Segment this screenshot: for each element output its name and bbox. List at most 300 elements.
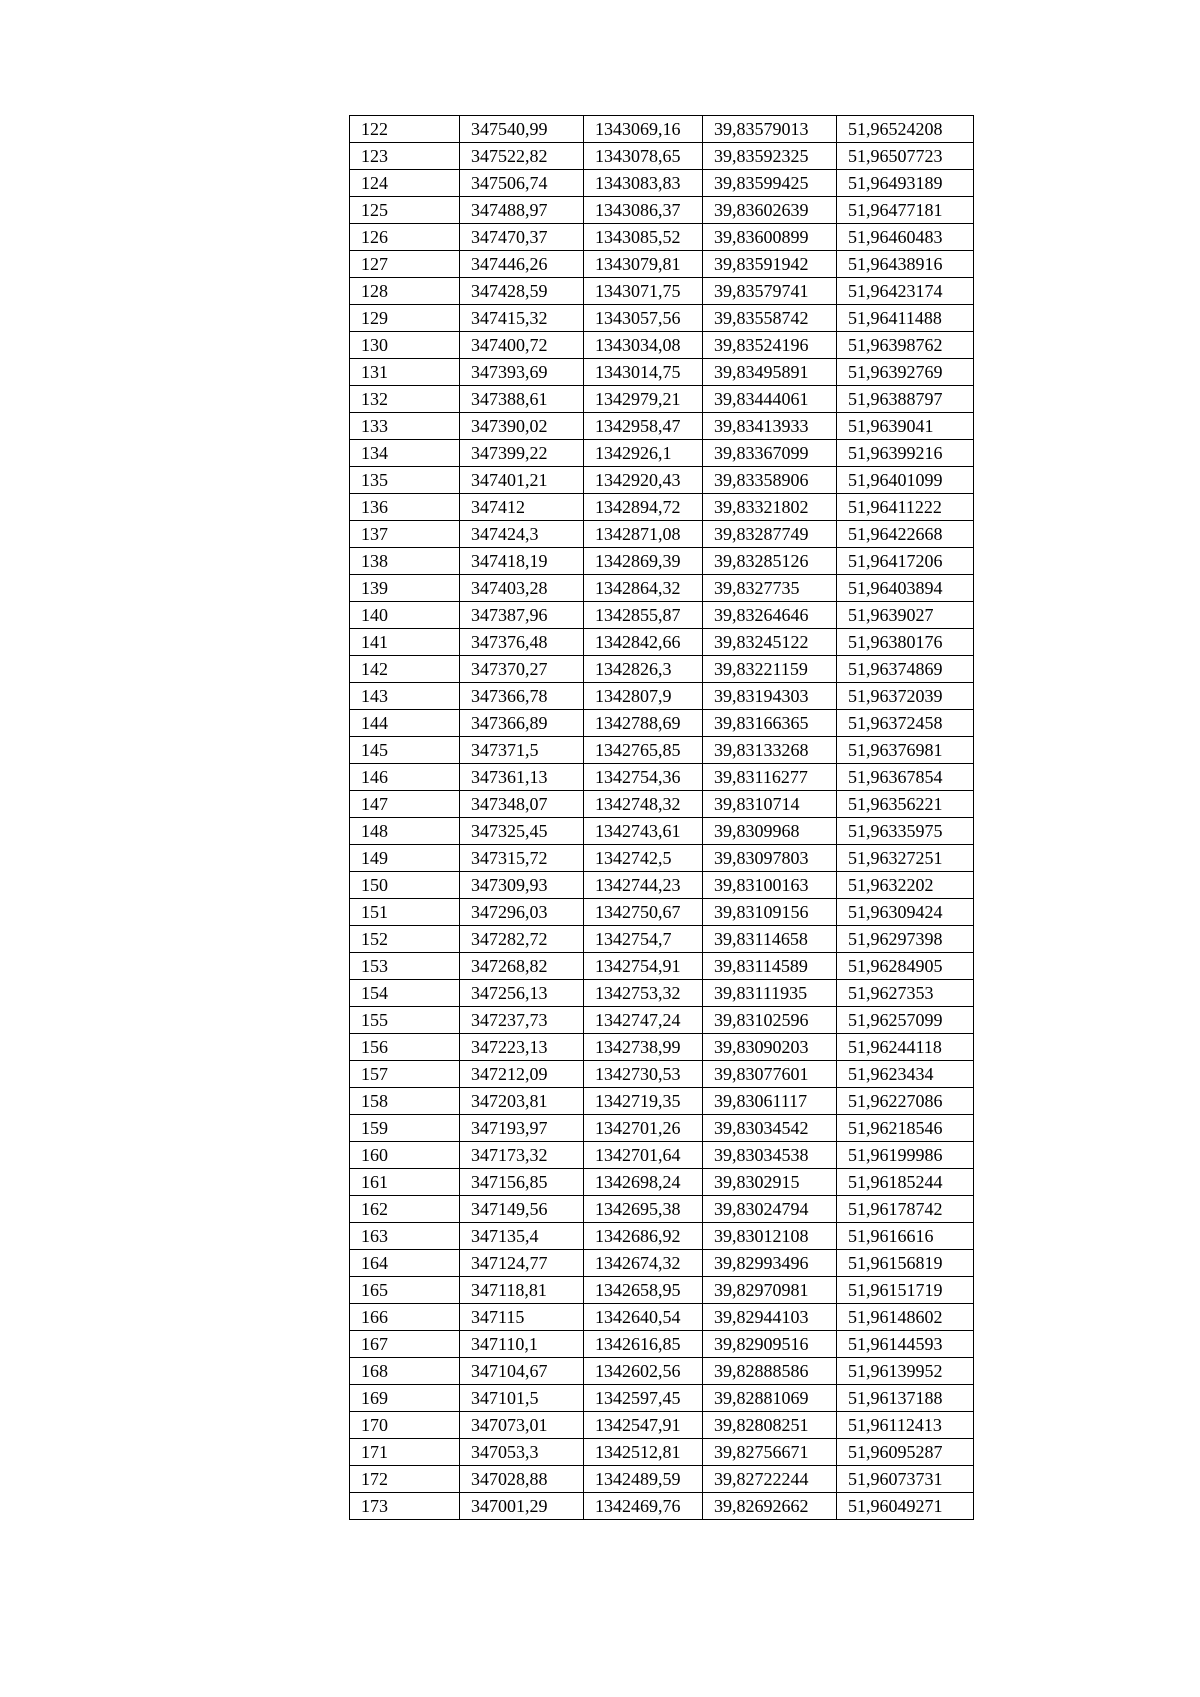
point-number-cell: 132: [350, 386, 460, 413]
y-coordinate-cell: 1342701,64: [584, 1142, 703, 1169]
latitude-cell: 39,82722244: [703, 1466, 837, 1493]
x-coordinate-cell: 347296,03: [460, 899, 584, 926]
longitude-cell: 51,96376981: [837, 737, 974, 764]
y-coordinate-cell: 1342788,69: [584, 710, 703, 737]
latitude-cell: 39,83358906: [703, 467, 837, 494]
latitude-cell: 39,82808251: [703, 1412, 837, 1439]
y-coordinate-cell: 1342869,39: [584, 548, 703, 575]
table-row: [350, 197, 974, 224]
longitude-cell: 51,96477181: [837, 197, 974, 224]
longitude-cell: 51,96144593: [837, 1331, 974, 1358]
y-coordinate-cell: 1342765,85: [584, 737, 703, 764]
y-coordinate-cell: 1342754,7: [584, 926, 703, 953]
table-row: [350, 575, 974, 602]
y-coordinate-cell: 1342754,36: [584, 764, 703, 791]
y-coordinate-cell: 1342748,32: [584, 791, 703, 818]
table-row: [350, 980, 974, 1007]
latitude-cell: 39,83109156: [703, 899, 837, 926]
point-number-cell: 169: [350, 1385, 460, 1412]
longitude-cell: 51,96380176: [837, 629, 974, 656]
longitude-cell: 51,96335975: [837, 818, 974, 845]
x-coordinate-cell: 347428,59: [460, 278, 584, 305]
x-coordinate-cell: 347540,99: [460, 116, 584, 143]
latitude-cell: 39,83100163: [703, 872, 837, 899]
latitude-cell: 39,83524196: [703, 332, 837, 359]
longitude-cell: 51,96403894: [837, 575, 974, 602]
latitude-cell: 39,83166365: [703, 710, 837, 737]
point-number-cell: 128: [350, 278, 460, 305]
point-number-cell: 145: [350, 737, 460, 764]
x-coordinate-cell: 347401,21: [460, 467, 584, 494]
x-coordinate-cell: 347371,5: [460, 737, 584, 764]
x-coordinate-cell: 347118,81: [460, 1277, 584, 1304]
table-row: [350, 224, 974, 251]
y-coordinate-cell: 1343057,56: [584, 305, 703, 332]
y-coordinate-cell: 1342469,76: [584, 1493, 703, 1520]
longitude-cell: 51,96372458: [837, 710, 974, 737]
longitude-cell: 51,96139952: [837, 1358, 974, 1385]
table-row: [350, 845, 974, 872]
point-number-cell: 134: [350, 440, 460, 467]
table-row: [350, 710, 974, 737]
longitude-cell: 51,96151719: [837, 1277, 974, 1304]
latitude-cell: 39,83034538: [703, 1142, 837, 1169]
x-coordinate-cell: 347053,3: [460, 1439, 584, 1466]
longitude-cell: 51,96411222: [837, 494, 974, 521]
table-row: [350, 953, 974, 980]
longitude-cell: 51,96460483: [837, 224, 974, 251]
table-row: [350, 440, 974, 467]
longitude-cell: 51,96401099: [837, 467, 974, 494]
latitude-cell: 39,83245122: [703, 629, 837, 656]
x-coordinate-cell: 347203,81: [460, 1088, 584, 1115]
x-coordinate-cell: 347325,45: [460, 818, 584, 845]
point-number-cell: 172: [350, 1466, 460, 1493]
table-row: [350, 1196, 974, 1223]
x-coordinate-cell: 347237,73: [460, 1007, 584, 1034]
x-coordinate-cell: 347366,78: [460, 683, 584, 710]
longitude-cell: 51,96438916: [837, 251, 974, 278]
latitude-cell: 39,83114589: [703, 953, 837, 980]
latitude-cell: 39,8309968: [703, 818, 837, 845]
x-coordinate-cell: 347104,67: [460, 1358, 584, 1385]
y-coordinate-cell: 1343034,08: [584, 332, 703, 359]
longitude-cell: 51,96398762: [837, 332, 974, 359]
latitude-cell: 39,82909516: [703, 1331, 837, 1358]
y-coordinate-cell: 1342754,91: [584, 953, 703, 980]
x-coordinate-cell: 347115: [460, 1304, 584, 1331]
longitude-cell: 51,96049271: [837, 1493, 974, 1520]
point-number-cell: 137: [350, 521, 460, 548]
table-body: [350, 116, 974, 1520]
latitude-cell: 39,83102596: [703, 1007, 837, 1034]
latitude-cell: 39,83061117: [703, 1088, 837, 1115]
latitude-cell: 39,83287749: [703, 521, 837, 548]
latitude-cell: 39,83285126: [703, 548, 837, 575]
y-coordinate-cell: 1342920,43: [584, 467, 703, 494]
latitude-cell: 39,83602639: [703, 197, 837, 224]
point-number-cell: 149: [350, 845, 460, 872]
longitude-cell: 51,96178742: [837, 1196, 974, 1223]
table-row: [350, 1439, 974, 1466]
longitude-cell: 51,96524208: [837, 116, 974, 143]
point-number-cell: 123: [350, 143, 460, 170]
y-coordinate-cell: 1342842,66: [584, 629, 703, 656]
point-number-cell: 158: [350, 1088, 460, 1115]
longitude-cell: 51,96422668: [837, 521, 974, 548]
longitude-cell: 51,9627353: [837, 980, 974, 1007]
point-number-cell: 157: [350, 1061, 460, 1088]
longitude-cell: 51,96073731: [837, 1466, 974, 1493]
longitude-cell: 51,96185244: [837, 1169, 974, 1196]
table-row: [350, 1277, 974, 1304]
x-coordinate-cell: 347212,09: [460, 1061, 584, 1088]
y-coordinate-cell: 1342744,23: [584, 872, 703, 899]
point-number-cell: 147: [350, 791, 460, 818]
x-coordinate-cell: 347376,48: [460, 629, 584, 656]
x-coordinate-cell: 347315,72: [460, 845, 584, 872]
point-number-cell: 170: [350, 1412, 460, 1439]
point-number-cell: 144: [350, 710, 460, 737]
y-coordinate-cell: 1342979,21: [584, 386, 703, 413]
latitude-cell: 39,83558742: [703, 305, 837, 332]
x-coordinate-cell: 347149,56: [460, 1196, 584, 1223]
table-row: [350, 1331, 974, 1358]
point-number-cell: 131: [350, 359, 460, 386]
table-row: [350, 1142, 974, 1169]
table-row: [350, 521, 974, 548]
x-coordinate-cell: 347488,97: [460, 197, 584, 224]
longitude-cell: 51,9639041: [837, 413, 974, 440]
table-row: [350, 494, 974, 521]
x-coordinate-cell: 347124,77: [460, 1250, 584, 1277]
y-coordinate-cell: 1342958,47: [584, 413, 703, 440]
latitude-cell: 39,82881069: [703, 1385, 837, 1412]
y-coordinate-cell: 1342512,81: [584, 1439, 703, 1466]
longitude-cell: 51,96388797: [837, 386, 974, 413]
latitude-cell: 39,83264646: [703, 602, 837, 629]
x-coordinate-cell: 347446,26: [460, 251, 584, 278]
coordinates-table: [349, 115, 974, 1520]
x-coordinate-cell: 347110,1: [460, 1331, 584, 1358]
latitude-cell: 39,82944103: [703, 1304, 837, 1331]
longitude-cell: 51,96218546: [837, 1115, 974, 1142]
y-coordinate-cell: 1342695,38: [584, 1196, 703, 1223]
y-coordinate-cell: 1342807,9: [584, 683, 703, 710]
point-number-cell: 138: [350, 548, 460, 575]
y-coordinate-cell: 1343085,52: [584, 224, 703, 251]
point-number-cell: 143: [350, 683, 460, 710]
latitude-cell: 39,83077601: [703, 1061, 837, 1088]
x-coordinate-cell: 347387,96: [460, 602, 584, 629]
table-row: [350, 764, 974, 791]
longitude-cell: 51,9616616: [837, 1223, 974, 1250]
y-coordinate-cell: 1342597,45: [584, 1385, 703, 1412]
y-coordinate-cell: 1342719,35: [584, 1088, 703, 1115]
x-coordinate-cell: 347399,22: [460, 440, 584, 467]
table-row: [350, 1250, 974, 1277]
longitude-cell: 51,96112413: [837, 1412, 974, 1439]
latitude-cell: 39,83495891: [703, 359, 837, 386]
point-number-cell: 136: [350, 494, 460, 521]
table-row: [350, 170, 974, 197]
x-coordinate-cell: 347393,69: [460, 359, 584, 386]
point-number-cell: 159: [350, 1115, 460, 1142]
point-number-cell: 163: [350, 1223, 460, 1250]
point-number-cell: 127: [350, 251, 460, 278]
y-coordinate-cell: 1342826,3: [584, 656, 703, 683]
longitude-cell: 51,96327251: [837, 845, 974, 872]
latitude-cell: 39,82970981: [703, 1277, 837, 1304]
latitude-cell: 39,82692662: [703, 1493, 837, 1520]
table-row: [350, 305, 974, 332]
longitude-cell: 51,9632202: [837, 872, 974, 899]
point-number-cell: 141: [350, 629, 460, 656]
y-coordinate-cell: 1342686,92: [584, 1223, 703, 1250]
longitude-cell: 51,96257099: [837, 1007, 974, 1034]
x-coordinate-cell: 347028,88: [460, 1466, 584, 1493]
table-row: [350, 602, 974, 629]
point-number-cell: 168: [350, 1358, 460, 1385]
longitude-cell: 51,96392769: [837, 359, 974, 386]
longitude-cell: 51,96417206: [837, 548, 974, 575]
point-number-cell: 125: [350, 197, 460, 224]
longitude-cell: 51,96284905: [837, 953, 974, 980]
y-coordinate-cell: 1342658,95: [584, 1277, 703, 1304]
y-coordinate-cell: 1342871,08: [584, 521, 703, 548]
latitude-cell: 39,82888586: [703, 1358, 837, 1385]
point-number-cell: 139: [350, 575, 460, 602]
y-coordinate-cell: 1343078,65: [584, 143, 703, 170]
latitude-cell: 39,8302915: [703, 1169, 837, 1196]
point-number-cell: 122: [350, 116, 460, 143]
x-coordinate-cell: 347135,4: [460, 1223, 584, 1250]
latitude-cell: 39,83133268: [703, 737, 837, 764]
y-coordinate-cell: 1342750,67: [584, 899, 703, 926]
point-number-cell: 160: [350, 1142, 460, 1169]
longitude-cell: 51,9623434: [837, 1061, 974, 1088]
table-row: [350, 1385, 974, 1412]
longitude-cell: 51,96356221: [837, 791, 974, 818]
point-number-cell: 133: [350, 413, 460, 440]
point-number-cell: 124: [350, 170, 460, 197]
longitude-cell: 51,96507723: [837, 143, 974, 170]
point-number-cell: 156: [350, 1034, 460, 1061]
x-coordinate-cell: 347403,28: [460, 575, 584, 602]
table-row: [350, 1115, 974, 1142]
point-number-cell: 146: [350, 764, 460, 791]
x-coordinate-cell: 347418,19: [460, 548, 584, 575]
longitude-cell: 51,96411488: [837, 305, 974, 332]
longitude-cell: 51,96372039: [837, 683, 974, 710]
latitude-cell: 39,83097803: [703, 845, 837, 872]
longitude-cell: 51,96297398: [837, 926, 974, 953]
x-coordinate-cell: 347415,32: [460, 305, 584, 332]
table-row: [350, 872, 974, 899]
latitude-cell: 39,83221159: [703, 656, 837, 683]
y-coordinate-cell: 1342864,32: [584, 575, 703, 602]
y-coordinate-cell: 1342547,91: [584, 1412, 703, 1439]
x-coordinate-cell: 347282,72: [460, 926, 584, 953]
longitude-cell: 51,96309424: [837, 899, 974, 926]
point-number-cell: 173: [350, 1493, 460, 1520]
point-number-cell: 167: [350, 1331, 460, 1358]
table-row: [350, 656, 974, 683]
point-number-cell: 129: [350, 305, 460, 332]
longitude-cell: 51,96156819: [837, 1250, 974, 1277]
table-row: [350, 116, 974, 143]
point-number-cell: 161: [350, 1169, 460, 1196]
longitude-cell: 51,9639027: [837, 602, 974, 629]
table-row: [350, 467, 974, 494]
x-coordinate-cell: 347101,5: [460, 1385, 584, 1412]
y-coordinate-cell: 1342701,26: [584, 1115, 703, 1142]
x-coordinate-cell: 347193,97: [460, 1115, 584, 1142]
point-number-cell: 154: [350, 980, 460, 1007]
longitude-cell: 51,96137188: [837, 1385, 974, 1412]
longitude-cell: 51,96423174: [837, 278, 974, 305]
latitude-cell: 39,82993496: [703, 1250, 837, 1277]
table-row: [350, 332, 974, 359]
latitude-cell: 39,83194303: [703, 683, 837, 710]
y-coordinate-cell: 1343071,75: [584, 278, 703, 305]
x-coordinate-cell: 347390,02: [460, 413, 584, 440]
point-number-cell: 153: [350, 953, 460, 980]
latitude-cell: 39,83591942: [703, 251, 837, 278]
table-row: [350, 683, 974, 710]
longitude-cell: 51,96199986: [837, 1142, 974, 1169]
table-row: [350, 737, 974, 764]
table-row: [350, 629, 974, 656]
x-coordinate-cell: 347370,27: [460, 656, 584, 683]
x-coordinate-cell: 347173,32: [460, 1142, 584, 1169]
table-row: [350, 926, 974, 953]
table-row: [350, 548, 974, 575]
table-row: [350, 1034, 974, 1061]
point-number-cell: 148: [350, 818, 460, 845]
y-coordinate-cell: 1343079,81: [584, 251, 703, 278]
x-coordinate-cell: 347506,74: [460, 170, 584, 197]
longitude-cell: 51,96493189: [837, 170, 974, 197]
y-coordinate-cell: 1343086,37: [584, 197, 703, 224]
table-row: [350, 1466, 974, 1493]
x-coordinate-cell: 347400,72: [460, 332, 584, 359]
point-number-cell: 164: [350, 1250, 460, 1277]
y-coordinate-cell: 1343083,83: [584, 170, 703, 197]
y-coordinate-cell: 1342730,53: [584, 1061, 703, 1088]
y-coordinate-cell: 1342738,99: [584, 1034, 703, 1061]
x-coordinate-cell: 347156,85: [460, 1169, 584, 1196]
table-row: [350, 1223, 974, 1250]
latitude-cell: 39,83116277: [703, 764, 837, 791]
point-number-cell: 162: [350, 1196, 460, 1223]
x-coordinate-cell: 347223,13: [460, 1034, 584, 1061]
x-coordinate-cell: 347001,29: [460, 1493, 584, 1520]
longitude-cell: 51,96374869: [837, 656, 974, 683]
point-number-cell: 171: [350, 1439, 460, 1466]
x-coordinate-cell: 347361,13: [460, 764, 584, 791]
x-coordinate-cell: 347424,3: [460, 521, 584, 548]
y-coordinate-cell: 1342926,1: [584, 440, 703, 467]
x-coordinate-cell: 347348,07: [460, 791, 584, 818]
y-coordinate-cell: 1342674,32: [584, 1250, 703, 1277]
x-coordinate-cell: 347470,37: [460, 224, 584, 251]
latitude-cell: 39,83600899: [703, 224, 837, 251]
x-coordinate-cell: 347388,61: [460, 386, 584, 413]
table-row: [350, 413, 974, 440]
point-number-cell: 152: [350, 926, 460, 953]
latitude-cell: 39,83114658: [703, 926, 837, 953]
y-coordinate-cell: 1342855,87: [584, 602, 703, 629]
latitude-cell: 39,83413933: [703, 413, 837, 440]
latitude-cell: 39,83579013: [703, 116, 837, 143]
table-row: [350, 1061, 974, 1088]
latitude-cell: 39,8310714: [703, 791, 837, 818]
y-coordinate-cell: 1343069,16: [584, 116, 703, 143]
x-coordinate-cell: 347412: [460, 494, 584, 521]
table-row: [350, 1493, 974, 1520]
longitude-cell: 51,96367854: [837, 764, 974, 791]
table-row: [350, 818, 974, 845]
longitude-cell: 51,96227086: [837, 1088, 974, 1115]
table-row: [350, 143, 974, 170]
point-number-cell: 150: [350, 872, 460, 899]
latitude-cell: 39,83592325: [703, 143, 837, 170]
latitude-cell: 39,83012108: [703, 1223, 837, 1250]
table-row: [350, 386, 974, 413]
y-coordinate-cell: 1342747,24: [584, 1007, 703, 1034]
point-number-cell: 142: [350, 656, 460, 683]
x-coordinate-cell: 347256,13: [460, 980, 584, 1007]
point-number-cell: 151: [350, 899, 460, 926]
latitude-cell: 39,83321802: [703, 494, 837, 521]
latitude-cell: 39,8327735: [703, 575, 837, 602]
y-coordinate-cell: 1342616,85: [584, 1331, 703, 1358]
table-row: [350, 1088, 974, 1115]
y-coordinate-cell: 1342742,5: [584, 845, 703, 872]
latitude-cell: 39,83111935: [703, 980, 837, 1007]
y-coordinate-cell: 1343014,75: [584, 359, 703, 386]
point-number-cell: 165: [350, 1277, 460, 1304]
latitude-cell: 39,83367099: [703, 440, 837, 467]
y-coordinate-cell: 1342698,24: [584, 1169, 703, 1196]
y-coordinate-cell: 1342640,54: [584, 1304, 703, 1331]
x-coordinate-cell: 347073,01: [460, 1412, 584, 1439]
y-coordinate-cell: 1342753,32: [584, 980, 703, 1007]
y-coordinate-cell: 1342602,56: [584, 1358, 703, 1385]
point-number-cell: 135: [350, 467, 460, 494]
table-row: [350, 278, 974, 305]
x-coordinate-cell: 347522,82: [460, 143, 584, 170]
y-coordinate-cell: 1342743,61: [584, 818, 703, 845]
table-row: [350, 1412, 974, 1439]
latitude-cell: 39,83444061: [703, 386, 837, 413]
y-coordinate-cell: 1342489,59: [584, 1466, 703, 1493]
table-row: [350, 359, 974, 386]
longitude-cell: 51,96244118: [837, 1034, 974, 1061]
latitude-cell: 39,83024794: [703, 1196, 837, 1223]
point-number-cell: 130: [350, 332, 460, 359]
point-number-cell: 140: [350, 602, 460, 629]
latitude-cell: 39,83034542: [703, 1115, 837, 1142]
table-row: [350, 1007, 974, 1034]
point-number-cell: 166: [350, 1304, 460, 1331]
table-row: [350, 1169, 974, 1196]
latitude-cell: 39,83579741: [703, 278, 837, 305]
latitude-cell: 39,83599425: [703, 170, 837, 197]
table-row: [350, 899, 974, 926]
longitude-cell: 51,96399216: [837, 440, 974, 467]
